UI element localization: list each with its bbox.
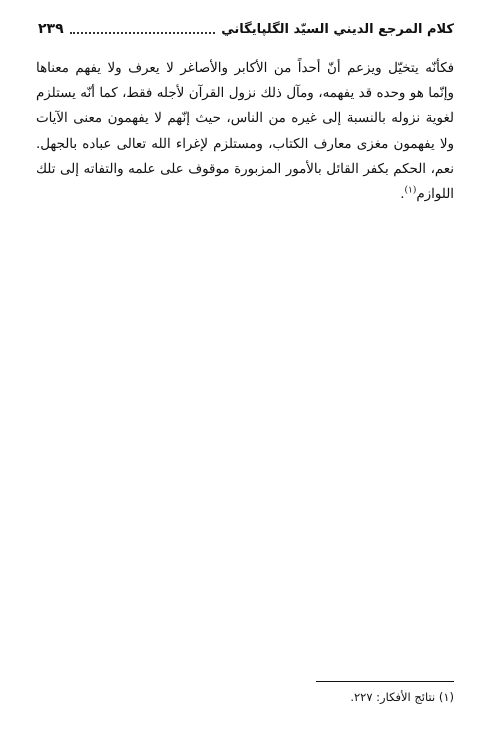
body-text — [36, 56, 454, 207]
header-dot-leader — [70, 32, 216, 34]
page-number: ٢٣٩ — [38, 21, 64, 37]
header-title: كلام المرجع الديني السيّد الگلپايگاني — [221, 21, 454, 37]
running-header — [38, 18, 454, 40]
footnote-separator — [316, 681, 454, 682]
footnote: (١) نتائج الأفكار: ٢٢٧. — [350, 690, 454, 704]
main-paragraph: فكأنّه يتخيّل ويزعم أنّ أحداً من الأكابر والأصاغر لا يعرف ولا يفهم معناها وإنّما هو وحده قد يفهمه، ومآل ذلك نزول القرآن لأجله فقط، كما أنّه يستلزم لغوية نزوله بالنسبة إلى غيره من الناس، حيث إنّهم لا يفهمون معنى الآيات ولا يفهمون مغزى معارف الكتاب، ومستلزم لإغراء الله تعالى عباده بالجهل. نعم، الحكم بكفر القائل بالأمور المزبورة موقوف على علمه والتفاته إلى تلك اللوازم$^{(١)}$. — [36, 61, 454, 203]
paragraph-text: فكأنّه يتخيّل ويزعم أنّ أحداً من الأكابر والأصاغر لا يعرف ولا يفهم معناها وإنّما هو وحده قد يفهمه، ومآل ذلك نزول القرآن لأجله فقط، كما أنّه يستلزم لغوية نزوله بالنسبة إلى غيره من الناس، حيث إنّهم لا يفهمون معنى الآيات ولا يفهمون مغزى معارف الكتاب، ومستلزم لإغراء الله تعالى عباده بالجهل. نعم، الحكم بكفر القائل بالأمور المزبورة موقوف على علمه والتفاته إلى تلك اللوازم — [36, 61, 454, 203]
footnote-marker[interactable]: (١) — [404, 185, 417, 196]
